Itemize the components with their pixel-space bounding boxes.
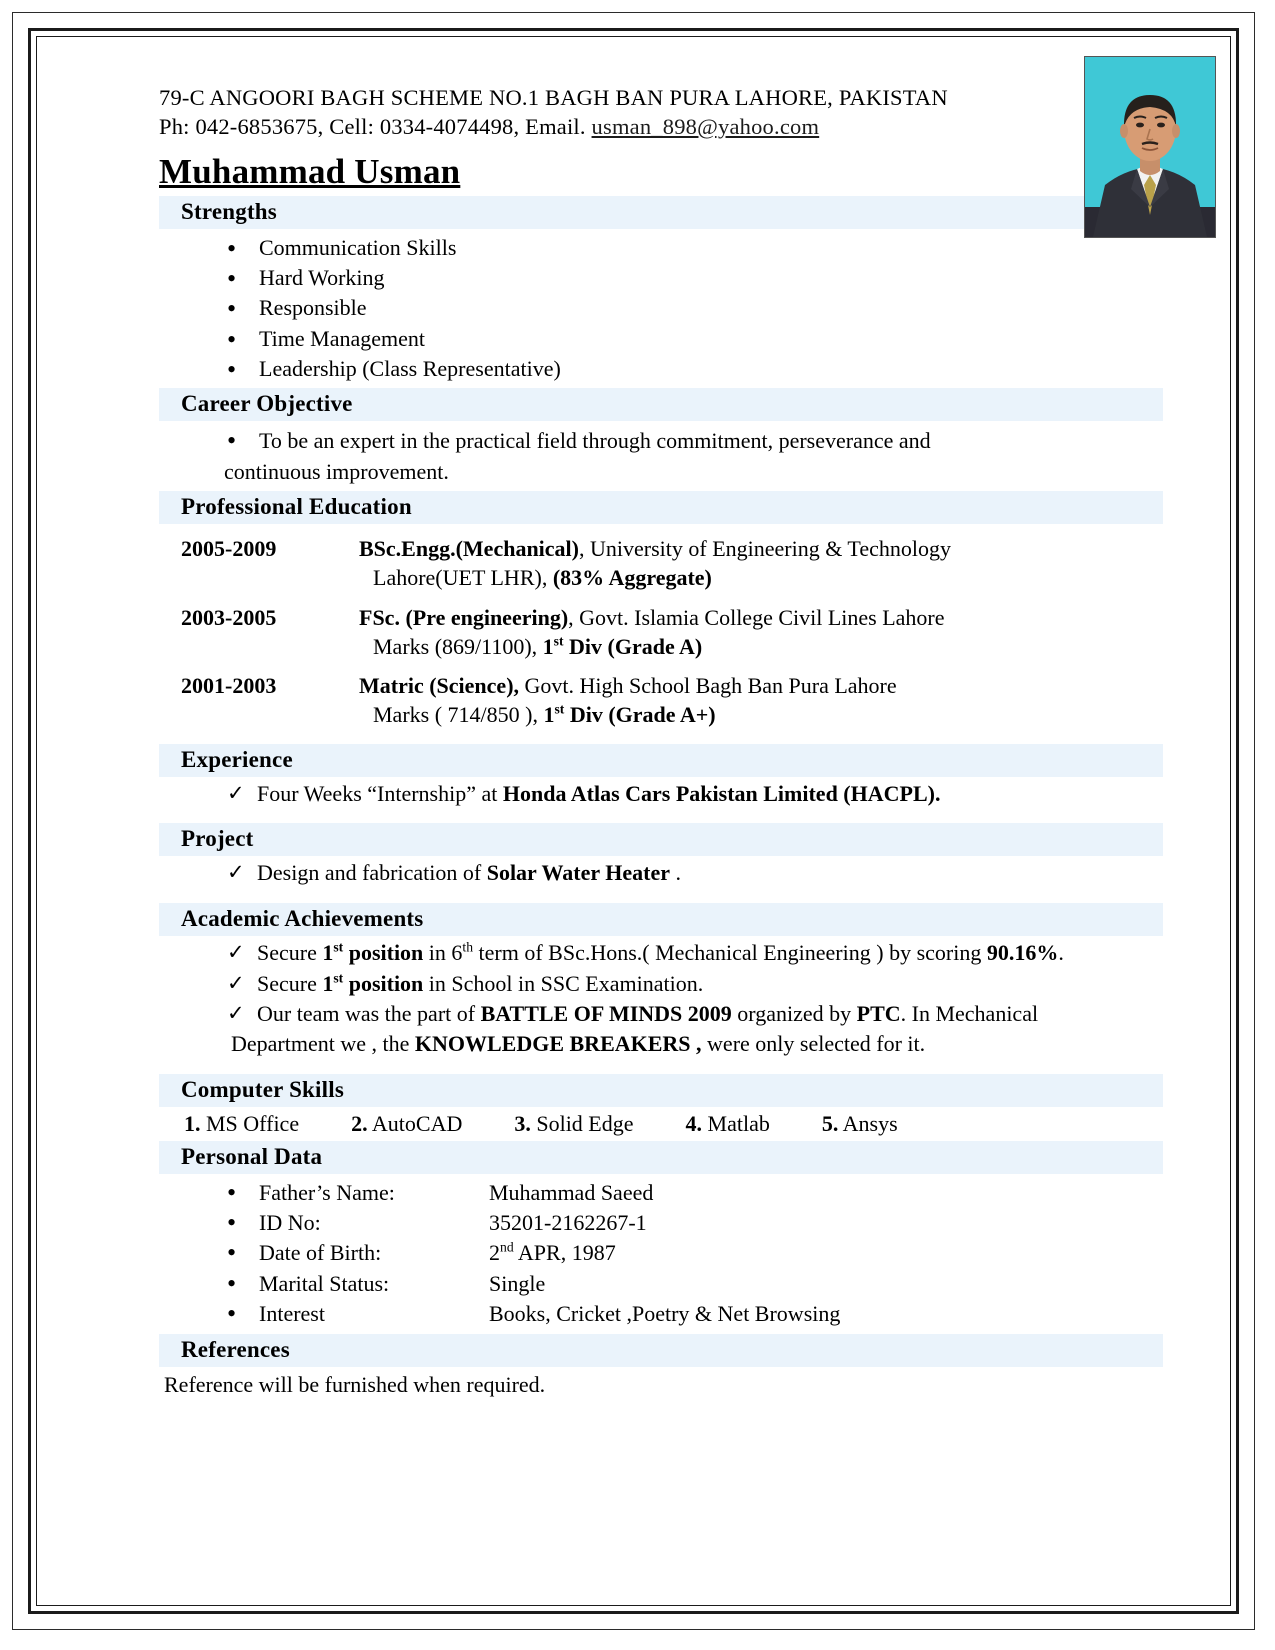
achv3-line2: [231, 1029, 1163, 1059]
education-years: 2001-2003: [181, 673, 277, 699]
skill-number: 2.: [351, 1110, 368, 1136]
achv2-rank: 1: [322, 970, 334, 996]
achv3-a: Our team was the part of: [257, 1001, 481, 1027]
skill-number: 1.: [184, 1110, 201, 1136]
list-item: • Leadership (Class Representative): [227, 354, 1163, 384]
skill-label: MS Office: [206, 1110, 300, 1136]
list-item: [227, 779, 1163, 809]
skill-number: 4.: [685, 1110, 703, 1136]
education-degree: Matric (Science),: [359, 673, 520, 699]
list-item: [227, 1299, 1163, 1329]
project-title: Solar Water Heater: [486, 860, 670, 886]
skill-item: [686, 1111, 770, 1137]
section-header-computer-skills: Computer Skills: [159, 1074, 1163, 1107]
project-list: [159, 858, 1163, 888]
education-entry: [159, 671, 1163, 730]
personal-key: • Father’s Name:: [259, 1179, 395, 1205]
list-item: [227, 1178, 1163, 1208]
education-entry: [159, 603, 1163, 662]
education-degree: BSc.Engg.(Mechanical): [359, 536, 579, 562]
achv2-a: Secure: [257, 970, 323, 996]
dob-day: 2: [489, 1240, 500, 1266]
dob-rest: APR, 1987: [513, 1240, 616, 1266]
skill-item: [351, 1111, 462, 1137]
division-label: Div (Grade A+): [564, 702, 716, 728]
project-text: Design and fabrication of: [257, 860, 487, 886]
skill-item: [822, 1111, 898, 1137]
achv1-c: in 6: [423, 939, 463, 965]
list-item: [227, 1208, 1163, 1238]
personal-key: • Marital Status:: [259, 1270, 390, 1296]
education-line2: [359, 700, 1163, 729]
ordinal-suffix: st: [554, 702, 565, 718]
education-line2-plain: Lahore(UET LHR),: [373, 565, 553, 591]
achv3-line2-b: were only selected for it.: [701, 1031, 926, 1057]
resume-content: [44, 44, 1223, 1598]
achv1-score: 90.16%: [986, 939, 1059, 965]
education-grade: (83% Aggregate): [552, 565, 712, 591]
skill-label: Solid Edge: [536, 1110, 634, 1136]
phone-email-prefix: Ph: 042-6853675, Cell: 0334-4074498, Email.: [159, 113, 586, 139]
achv2-c: in School in SSC Examination.: [423, 970, 704, 996]
computer-skills-list: [159, 1111, 1163, 1137]
experience-company: Honda Atlas Cars Pakistan Limited (HACPL).: [502, 780, 941, 806]
education-line2: [359, 632, 1163, 661]
achv3-team-name: KNOWLEDGE BREAKERS ,: [414, 1031, 702, 1057]
list-item: [227, 999, 1163, 1058]
list-item: • Time Management: [227, 324, 1163, 354]
achv1-d: term of BSc.Hons.( Mechanical Engineering ) by scoring: [473, 939, 987, 965]
achv2-position: [322, 971, 423, 996]
section-header-project: Project: [159, 823, 1163, 856]
achievements-list: [159, 938, 1163, 1059]
list-item: [227, 1269, 1163, 1299]
ordinal-suffix: th: [462, 939, 474, 955]
personal-value: [489, 1238, 1163, 1268]
personal-key: • ID No:: [259, 1210, 321, 1236]
personal-value: Books, Cricket ,Poetry & Net Browsing: [489, 1301, 841, 1327]
section-header-experience: Experience: [159, 744, 1163, 777]
section-header-personal-data: Personal Data: [159, 1141, 1163, 1174]
list-item: • Communication Skills: [227, 233, 1163, 263]
personal-value: Muhammad Saeed: [489, 1179, 654, 1205]
education-years: 2003-2005: [181, 604, 277, 630]
section-header-career-objective: Career Objective: [159, 388, 1163, 421]
ordinal-suffix: st: [333, 970, 344, 986]
list-item: [227, 858, 1163, 888]
education-institute: , University of Engineering & Technology: [579, 536, 951, 562]
education-marks: Marks (869/1100),: [373, 633, 543, 659]
achv1-position: [322, 940, 423, 965]
experience-list: [159, 779, 1163, 809]
education-details: [359, 534, 1163, 593]
skill-item: [514, 1111, 633, 1137]
applicant-photo-illustration: [1085, 57, 1215, 237]
section-header-academic-achievements: Academic Achievements: [159, 903, 1163, 936]
strengths-list: [159, 233, 1163, 385]
education-entry: [159, 534, 1163, 593]
achv1-f: .: [1058, 939, 1064, 965]
education-institute: , Govt. Islamia College Civil Lines Lahore: [568, 604, 945, 630]
email-link[interactable]: usman_898@yahoo.com: [591, 113, 820, 139]
education-institute: Govt. High School Bagh Ban Pura Lahore: [519, 673, 897, 699]
skill-number: 3.: [514, 1110, 531, 1136]
division-number: 1: [542, 633, 554, 659]
project-tail: .: [670, 860, 681, 886]
achv1-a: Secure: [257, 939, 323, 965]
personal-data-list: [159, 1178, 1163, 1330]
achv3-c: organized by: [731, 1001, 857, 1027]
skill-label: Ansys: [842, 1110, 898, 1136]
education-division: [543, 634, 703, 659]
personal-key: • Interest: [259, 1301, 325, 1327]
achv3-event: BATTLE OF MINDS 2009: [480, 1001, 732, 1027]
list-item: • Hard Working: [227, 263, 1163, 293]
education-details: [359, 603, 1163, 662]
education-degree: FSc. (Pre engineering): [359, 604, 569, 630]
achv3-e: . In Mechanical: [900, 1001, 1039, 1027]
list-item: [227, 1238, 1163, 1268]
section-header-professional-education: Professional Education: [159, 491, 1163, 524]
section-header-references: References: [159, 1334, 1163, 1367]
achv3-line2-a: Department we , the: [231, 1031, 415, 1057]
skill-number: 5.: [821, 1110, 839, 1136]
skill-item: [184, 1111, 299, 1137]
avatar: [1084, 56, 1216, 238]
personal-value: Single: [489, 1270, 546, 1296]
career-objective-line2: continuous improvement.: [224, 458, 449, 484]
page-title: Muhammad Usman: [159, 151, 461, 191]
personal-key: • Date of Birth:: [259, 1240, 382, 1266]
achv2-position-word: position: [343, 970, 424, 996]
list-item: [227, 969, 1163, 999]
skill-label: Matlab: [707, 1110, 770, 1136]
ordinal-suffix: nd: [500, 1240, 514, 1256]
career-objective-text: [159, 426, 1163, 487]
ordinal-suffix: st: [333, 939, 344, 955]
section-header-strengths: Strengths: [159, 196, 1163, 229]
list-item: • Responsible: [227, 293, 1163, 323]
division-number: 1: [543, 702, 555, 728]
career-objective-line1: To be an expert in the practical field through commitment, perseverance and: [259, 428, 931, 454]
education-years: 2005-2009: [181, 536, 277, 562]
achv1-rank: 1: [322, 939, 334, 965]
education-details: [359, 671, 1163, 730]
education-marks: Marks ( 714/850 ),: [373, 702, 544, 728]
education-division: [543, 702, 715, 727]
division-label: Div (Grade A): [563, 633, 703, 659]
achv3-organizer: PTC: [856, 1001, 901, 1027]
address-line: 79-C ANGOORI BAGH SCHEME NO.1 BAGH BAN PURA LAHORE, PAKISTAN: [159, 85, 948, 110]
achv1-position-word: position: [343, 939, 424, 965]
skill-label: AutoCAD: [371, 1110, 463, 1136]
references-text: Reference will be furnished when required.: [164, 1371, 546, 1397]
ordinal-suffix: st: [553, 633, 564, 649]
education-line2: [359, 563, 1163, 592]
contact-line: [159, 113, 1163, 142]
experience-text: Four Weeks “Internship” at: [257, 780, 503, 806]
personal-value: 35201-2162267-1: [489, 1210, 647, 1236]
list-item: [227, 938, 1163, 968]
